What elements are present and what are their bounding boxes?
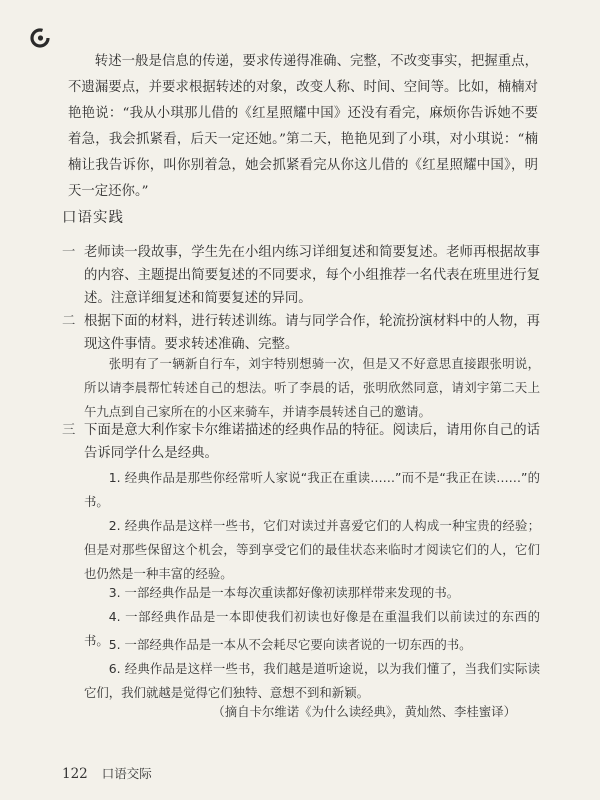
section-title: 口语实践 (62, 210, 124, 226)
quote-item: 4. 一部经典作品是一本即使我们初读也好像是在重温我们以前读过的东西的书。 (84, 609, 540, 648)
quote-item: 2. 经典作品是这样一些书，它们对读过并喜爱它们的人构成一种宝贵的经验；但是对那些保留这个机会，等到享受它们的最佳状态来临时才阅读它们的人，它们也仍然是一种丰富的经验。 (84, 518, 540, 581)
publisher-logo-icon (30, 28, 50, 48)
exercise-text: 老师读一段故事，学生先在小组内练习详细复述和简要复述。老师再根据故事的内容、主题提出简要复述的不同要求，每个小组推荐一名代表在班里进行复述。注意详细复述和简要复述的异同。 (84, 245, 540, 306)
quote-item: 6. 经典作品是这样一些书，我们越是道听途说，以为我们懂了，当我们实际读它们，我们就越是觉得它们独特、意想不到和新颖。 (84, 661, 540, 700)
page-footer (62, 764, 152, 782)
exercise-text: 根据下面的材料，进行转述训练。请与同学合作，轮流扮演材料中的人物，再现这件事情。要求转述准确、完整。 (84, 314, 540, 352)
exercise-text: 下面是意大利作家卡尔维诺描述的经典作品的特征。阅读后，请用你自己的话告诉同学什么是经典。 (84, 423, 540, 461)
exercise-number: 一 (62, 245, 76, 260)
quote-item: 5. 一部经典作品是一本从不会耗尽它要向读者说的一切东西的书。 (108, 637, 472, 652)
quote-item: 3. 一部经典作品是一本每次重读都好像初读那样带来发现的书。 (108, 585, 460, 600)
quote-item: 1. 经典作品是那些你经常听人家说“我正在重读……”而不是“我正在读……”的书。 (84, 470, 540, 509)
material-paragraph: 张明有了一辆新自行车，刘宇特别想骑一次，但是又不好意思直接跟张明说，所以请李晨帮忙转述自己的想法。听了李晨的话，张明欣然同意，请刘宇第二天上午九点到自己家所在的小区来骑车，并请李晨转述自己的邀请。 (84, 356, 540, 419)
exercise-item-3 (62, 419, 540, 465)
intro-paragraph: 转述一般是信息的传递，要求传递得准确、完整，不改变事实，把握重点，不遗漏要点，并要求根据转述的对象，改变人称、时间、空间等。比如，楠楠对艳艳说：“我从小琪那儿借的《红星照耀中国》还没有看完，麻烦你告诉她不要着急，我会抓紧看，后天一定还她。”第二天，艳艳见到了小琪，对小琪说：“楠楠让我告诉你，叫你别着急，她会抓紧看完从你这儿借的《红星照耀中国》，明天一定还你。” (68, 54, 538, 199)
exercise-item-1 (62, 241, 540, 310)
footer-section-label: 口语交际 (101, 766, 152, 781)
citation: （摘自卡尔维诺《为什么读经典》，黄灿然、李桂蜜译） (212, 704, 516, 719)
exercise-number: 三 (62, 423, 76, 438)
page-number: 122 (62, 766, 88, 782)
exercise-number: 二 (62, 314, 76, 329)
exercise-item-2 (62, 310, 540, 356)
